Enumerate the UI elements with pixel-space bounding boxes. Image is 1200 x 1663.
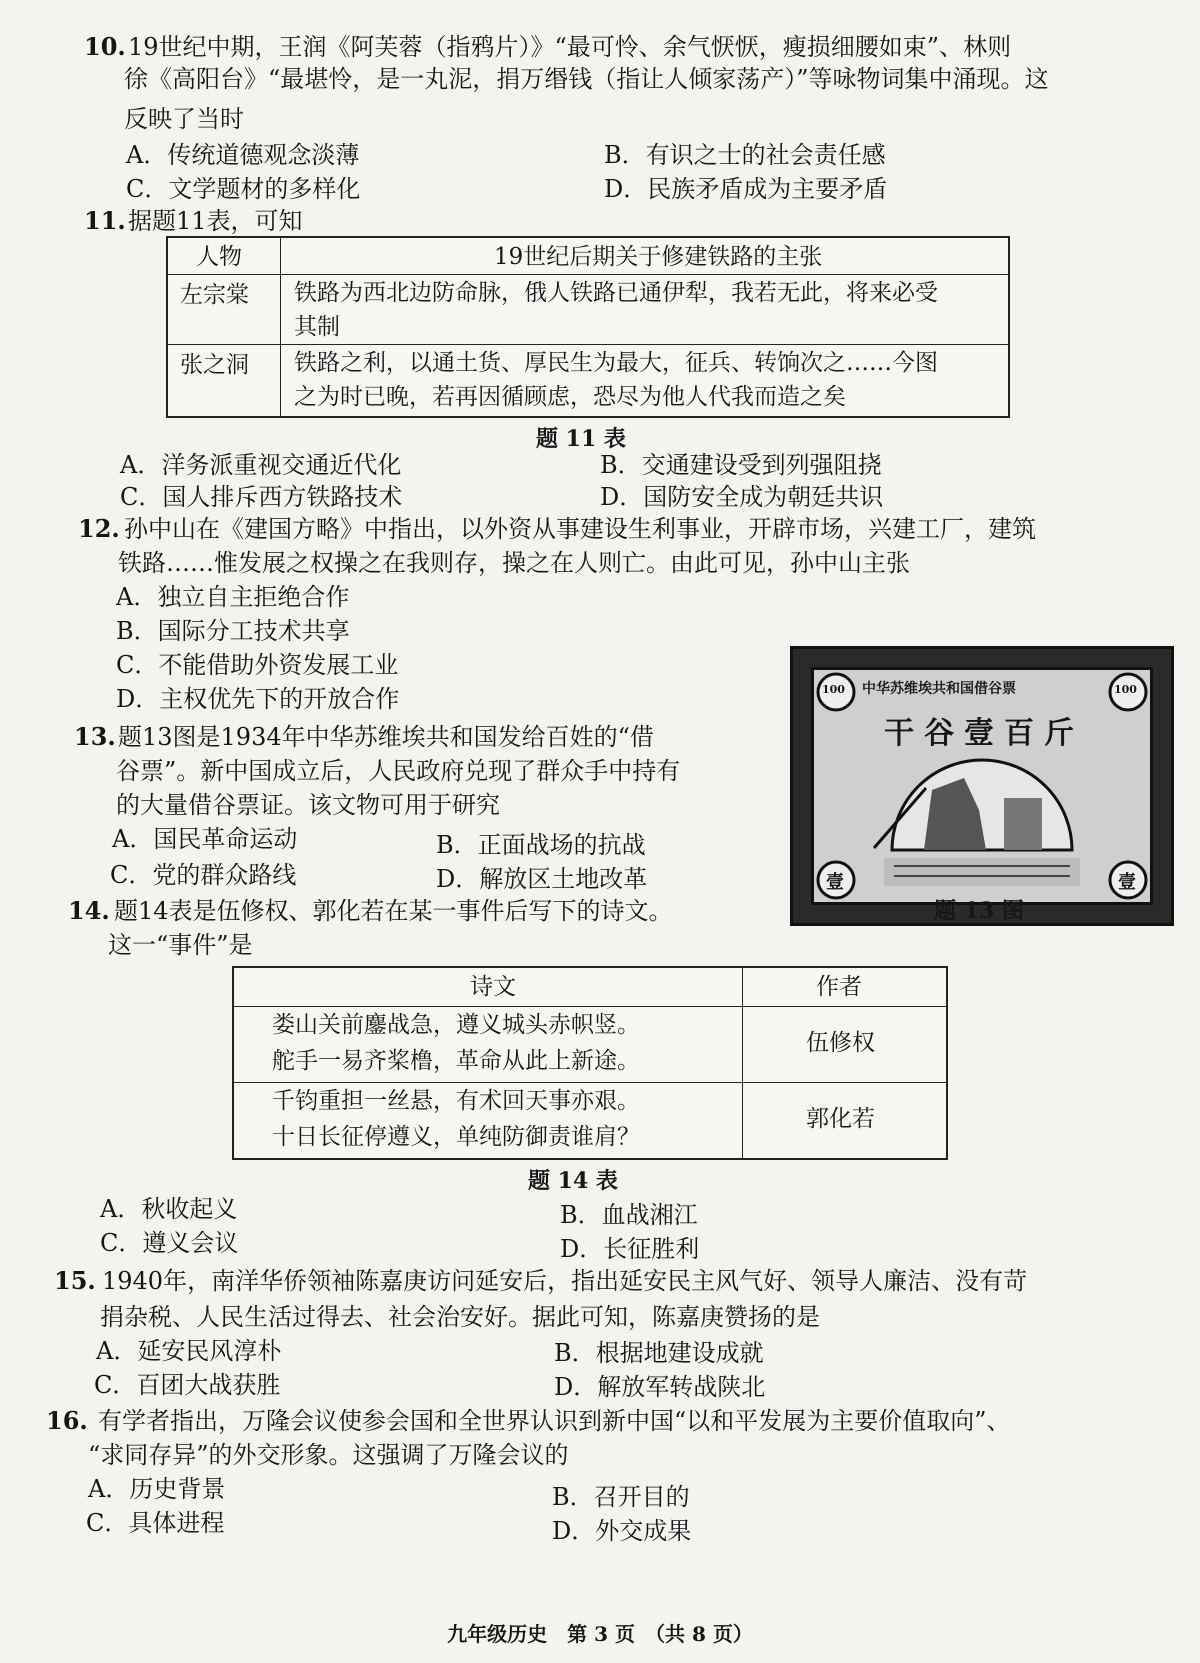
question-stem-line: 孙中山在《建国方略》中指出，以外资从事建设生利事业，开辟市场，兴建工厂，建筑 [124,515,1036,543]
question-number: 12. [78,514,120,543]
option-a: A．历史背景 [88,1475,226,1503]
question-number: 14. [68,896,110,925]
table-divider [280,238,281,416]
option-d: D．民族矛盾成为主要矛盾 [604,175,888,203]
question-stem-line: 的大量借谷票证。该文物可用于研究 [116,791,500,819]
option-c: C．具体进程 [86,1509,225,1537]
table-q11 [166,236,1010,418]
table-cell-content: 其制 [294,314,340,340]
table-header-author: 作者 [816,974,862,1000]
question-number: 16. [46,1406,88,1435]
question-stem-line: 19世纪中期，王润《阿芙蓉（指鸦片）》“最可怜、余气恹恹，瘦损细腰如束”、林则 [128,33,1012,61]
question-stem-line: 有学者指出，万隆会议使参会国和全世界认识到新中国“以和平发展为主要价值取向”、 [98,1407,1011,1435]
table-header-poem: 诗文 [470,974,516,1000]
option-b: B．血战湘江 [560,1201,698,1229]
option-b: B．交通建设受到列强阻挠 [600,451,882,479]
ticket-corner-value: 100 [1114,683,1137,696]
option-a: A．传统道德观念淡薄 [126,141,360,169]
ticket-frame [811,667,1153,905]
question-stem-line: 1940年，南洋华侨领袖陈嘉庚访问延安后，指出延安民主风气好、领导人廉洁、没有苛 [102,1267,1028,1295]
table-cell-poem: 娄山关前鏖战急，遵义城头赤帜竖。 [272,1012,640,1038]
option-b: B．国际分工技术共享 [116,617,350,645]
ticket-header: 中华苏维埃共和国借谷票 [862,681,1016,697]
table-divider [742,968,743,1158]
ticket-corner-mark: 壹 [826,872,844,893]
option-a: A．洋务派重视交通近代化 [120,451,402,479]
table-caption: 题 11 表 [536,426,626,452]
table-rule [168,274,1008,275]
table-cell-content: 铁路为西北边防命脉，俄人铁路已通伊犁，我若无此，将来必受 [294,280,938,306]
option-d: D．解放军转战陕北 [554,1373,766,1401]
option-c: C．百团大战获胜 [94,1371,281,1399]
option-b: B．正面战场的抗战 [436,831,646,859]
question-stem-line: 题13图是1934年中华苏维埃共和国发给百姓的“借 [118,723,654,751]
grain-ticket-figure [790,646,1174,926]
question-number: 13. [74,722,116,751]
table-cell-poem: 十日长征停遵义，单纯防御责谁肩？ [272,1124,640,1150]
option-a: A．延安民风淳朴 [96,1337,282,1365]
option-d: D．主权优先下的开放合作 [116,685,400,713]
table-rule [234,1082,946,1083]
option-d: D．长征胜利 [560,1235,700,1263]
option-a: A．独立自主拒绝合作 [116,583,350,611]
option-b: B．根据地建设成就 [554,1339,764,1367]
question-stem-line: 捐杂税、人民生活过得去、社会治安好。据此可知，陈嘉庚赞扬的是 [100,1303,820,1331]
ticket-illustration [814,670,1150,902]
question-stem-line: 这一“事件”是 [108,931,253,959]
option-c: C．文学题材的多样化 [126,175,361,203]
option-d: D．解放区土地改革 [436,865,648,893]
question-number: 10. [84,32,126,61]
question-stem-line: 据题11表，可知 [128,207,303,235]
table-cell-person: 张之洞 [180,352,249,378]
option-d: D．外交成果 [552,1517,692,1545]
table-cell-content: 之为时已晚，若再因循顾虑，恐尽为他人代我而造之矣 [294,384,846,410]
table-q14 [232,966,948,1160]
page-footer: 九年级历史 第 3 页 （共 8 页） [447,1622,753,1646]
question-stem-line: “求同存异”的外交形象。这强调了万隆会议的 [88,1441,569,1469]
option-a: A．国民革命运动 [112,825,298,853]
option-c: C．国人排斥西方铁路技术 [120,483,403,511]
question-stem-line: 谷票”。新中国成立后，人民政府兑现了群众手中持有 [116,757,681,785]
question-stem-line: 题14表是伍修权、郭化若在某一事件后写下的诗文。 [114,897,673,925]
ticket-corner-mark: 壹 [1118,872,1136,893]
option-c: C．不能借助外资发展工业 [116,651,399,679]
question-stem-line: 反映了当时 [124,105,244,133]
option-d: D．国防安全成为朝廷共识 [600,483,884,511]
option-a: A．秋收起义 [100,1195,238,1223]
table-header-person: 人物 [196,244,242,270]
question-number: 15. [54,1266,96,1295]
table-cell-poem: 千钧重担一丝悬，有术回天事亦艰。 [272,1088,640,1114]
question-stem-line: 徐《高阳台》“最堪怜，是一丸泥，捐万缗钱（指让人倾家荡产）”等咏物词集中涌现。这 [124,65,1049,93]
table-rule [168,344,1008,345]
table-cell-person: 左宗棠 [180,282,249,308]
option-c: C．遵义会议 [100,1229,239,1257]
option-c: C．党的群众路线 [110,861,297,889]
table-cell-author: 郭化若 [806,1106,875,1132]
table-cell-content: 铁路之利，以通土货、厚民生为最大，征兵、转饷次之……今图 [294,350,938,376]
table-cell-poem: 舵手一易齐桨橹，革命从此上新途。 [272,1048,640,1074]
question-stem-line: 铁路……惟发展之权操之在我则存，操之在人则亡。由此可见，孙中山主张 [118,549,910,577]
question-number: 11. [84,206,126,235]
table-rule [234,1006,946,1007]
table-caption: 题 14 表 [528,1168,618,1194]
table-header-content: 19世纪后期关于修建铁路的主张 [494,244,823,270]
figure-caption: 题 13 图 [934,898,1024,924]
table-cell-author: 伍修权 [806,1030,875,1056]
ticket-denomination: 干谷壹百斤 [884,716,1084,751]
ticket-corner-value: 100 [822,683,845,696]
option-b: B．有识之士的社会责任感 [604,141,886,169]
option-b: B．召开目的 [552,1483,690,1511]
